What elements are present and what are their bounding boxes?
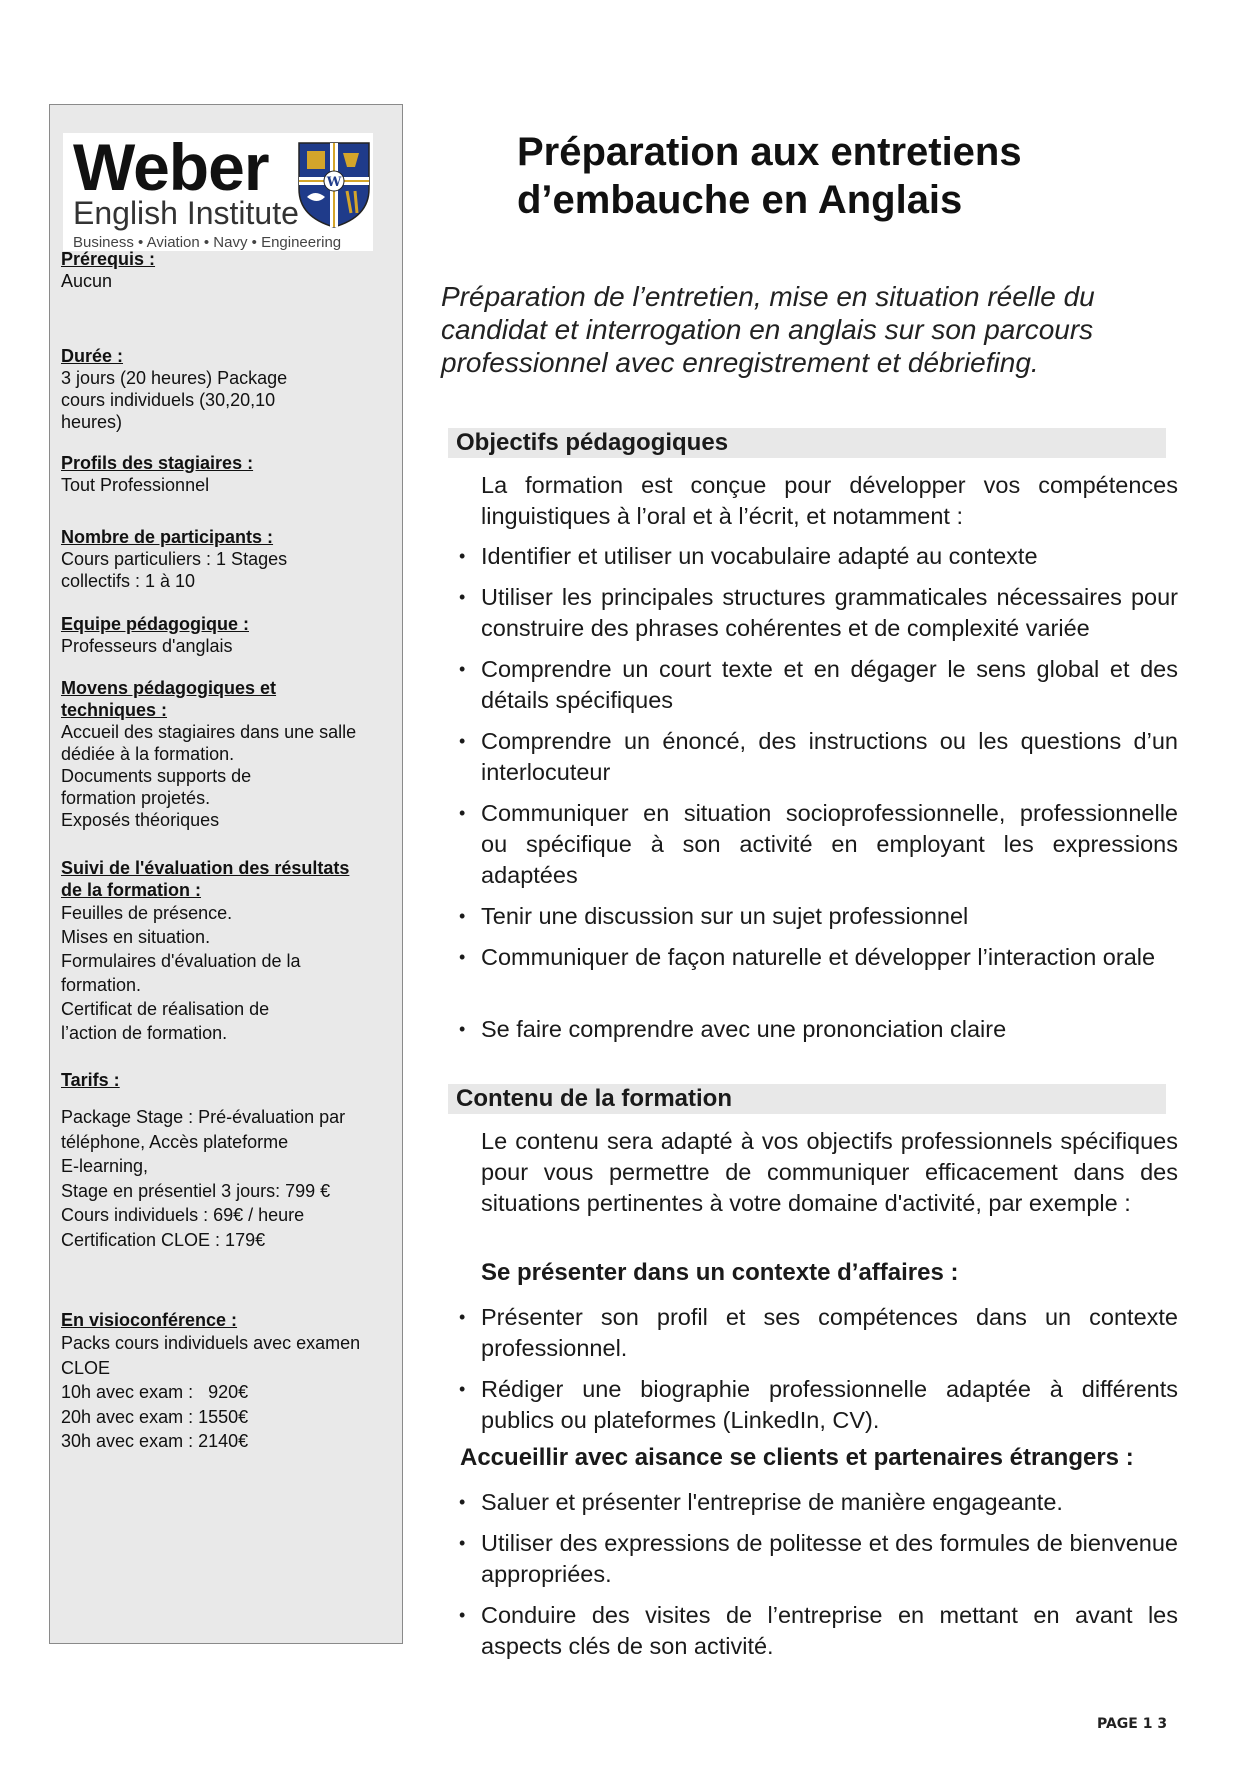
participants-section xyxy=(61,526,381,592)
profils-heading: Profils des stagiaires : xyxy=(61,453,254,473)
tarifs-section xyxy=(61,1069,381,1252)
objectif-bullet: • Communiquer de façon naturelle et développer l’interaction orale xyxy=(481,942,1178,973)
contenu-intro: Le contenu sera adapté à vos objectifs professionnels spécifiques pour vous permettre de communiquer efficacement dans des situations pertinentes à votre domaine d'activité, par exemple : xyxy=(481,1128,1178,1216)
visio-line: Packs cours individuels avec examen xyxy=(61,1333,361,1353)
equipe-value: Professeurs d'anglais xyxy=(61,636,233,656)
logo xyxy=(63,130,373,251)
contenu-subheading: Accueillir avec aisance se clients et partenaires étrangers : xyxy=(460,1444,1134,1471)
tarifs-line: Stage en présentiel 3 jours: 799 € xyxy=(61,1180,331,1201)
participants-line: collectifs : 1 à 10 xyxy=(61,571,196,591)
visio-section xyxy=(61,1309,381,1454)
contenu-bullet: • Présenter son profil et ses compétences dans un contexte professionnel. xyxy=(481,1302,1178,1364)
visio-heading: En visioconférence : xyxy=(61,1310,238,1330)
logo-brand: Weber xyxy=(73,130,269,204)
participants-heading: Nombre de participants : xyxy=(61,527,274,547)
moyens-line: Accueil des stagiaires dans une salle xyxy=(61,722,357,742)
title-line: d’embauche en Anglais xyxy=(517,178,963,222)
profils-section xyxy=(61,452,381,496)
objectif-bullet: • Comprendre un énoncé, des instructions ou les questions d’un interlocuteur xyxy=(481,726,1178,788)
page-subtitle xyxy=(441,280,1161,379)
visio-line: 20h avec exam : 1550€ xyxy=(61,1406,249,1427)
objectif-bullet: • Se faire comprendre avec une prononciation claire xyxy=(481,1014,1178,1045)
logo-subtitle: English Institute xyxy=(73,195,299,231)
page-number: PAGE 1 3 xyxy=(1097,1716,1168,1732)
suivi-line: l’action de formation. xyxy=(61,1023,228,1043)
moyens-heading: Movens pédagogiques et xyxy=(61,678,277,698)
visio-line: 10h avec exam : 920€ xyxy=(61,1382,249,1402)
page-title xyxy=(517,128,1022,224)
contenu-bullet: • Utiliser des expressions de politesse et des formules de bienvenue appropriées. xyxy=(481,1528,1178,1590)
objectif-bullet: • Identifier et utiliser un vocabulaire adapté au contexte xyxy=(481,541,1178,572)
participants-line: Cours particuliers : 1 Stages xyxy=(61,549,288,569)
info-sidebar xyxy=(49,104,403,1644)
moyens-heading: techniques : xyxy=(61,700,168,720)
profils-value: Tout Professionnel xyxy=(61,475,210,495)
subtitle-line: professionnel avec enregistrement et débriefing. xyxy=(441,347,1039,378)
duree-heading: Durée : xyxy=(61,346,124,366)
contenu-bullet: • Rédiger une biographie professionnelle adaptée à différents publics ou plateformes (LinkedIn, CV). xyxy=(481,1374,1178,1436)
objectif-bullet: • Utiliser les principales structures grammaticales nécessaires pour construire des phrases cohérentes et de complexité variée xyxy=(481,582,1178,644)
logo-tagline: Business • Aviation • Navy • Engineering xyxy=(73,234,342,251)
suivi-line: Formulaires d'évaluation de la xyxy=(61,951,301,971)
tarifs-heading: Tarifs : xyxy=(61,1070,120,1090)
equipe-section xyxy=(61,613,381,657)
crest-icon xyxy=(297,141,371,229)
title-line: Préparation aux entretiens xyxy=(517,130,1022,174)
suivi-heading: de la formation : xyxy=(61,880,202,900)
suivi-section xyxy=(61,857,381,1045)
svg-text:W: W xyxy=(326,175,342,190)
contenu-bullet: • Saluer et présenter l'entreprise de manière engageante. xyxy=(481,1487,1178,1518)
visio-line: 30h avec exam : 2140€ xyxy=(61,1431,249,1451)
duree-line: cours individuels (30,20,10 xyxy=(61,390,276,410)
objectif-bullet: • Tenir une discussion sur un sujet professionnel xyxy=(481,901,1178,932)
moyens-line: formation projetés. xyxy=(61,788,211,808)
contenu-subheading: Se présenter dans un contexte d’affaires : xyxy=(481,1259,959,1286)
moyens-line: Exposés théoriques xyxy=(61,810,220,830)
tarifs-line: Cours individuels : 69€ / heure xyxy=(61,1205,305,1225)
suivi-heading: Suivi de l'évaluation des résultats xyxy=(61,858,350,878)
equipe-heading: Equipe pédagogique : xyxy=(61,614,249,634)
tarifs-line: Certification CLOE : 179€ xyxy=(61,1229,266,1250)
prerequis-section xyxy=(61,248,381,292)
suivi-line: Mises en situation. xyxy=(61,927,211,947)
objectifs-intro: La formation est conçue pour développer vos compétences linguistiques à l’oral et à l’écrit, et notamment : xyxy=(481,472,1178,529)
objectif-bullet: • Communiquer en situation socioprofessionnelle, professionnelle ou spécifique à son activité en employant les expressions adaptées xyxy=(481,798,1178,891)
moyens-line: Documents supports de xyxy=(61,766,252,786)
prerequis-value: Aucun xyxy=(61,271,113,291)
tarifs-line: Package Stage : Pré-évaluation par xyxy=(61,1107,346,1127)
suivi-line: formation. xyxy=(61,975,142,995)
suivi-line: Certificat de réalisation de xyxy=(61,999,270,1019)
suivi-line: Feuilles de présence. xyxy=(61,903,233,923)
duree-section xyxy=(61,345,381,433)
contenu-heading: Contenu de la formation xyxy=(448,1084,1166,1114)
duree-line: heures) xyxy=(61,412,123,432)
prerequis-heading: Prérequis : xyxy=(61,249,156,269)
tarifs-line: téléphone, Accès plateforme xyxy=(61,1131,289,1152)
objectifs-heading: Objectifs pédagogiques xyxy=(448,428,1166,458)
visio-line: CLOE xyxy=(61,1357,111,1378)
moyens-section xyxy=(61,677,381,831)
contenu-bullet: • Conduire des visites de l’entreprise en mettant en avant les aspects clés de son activité. xyxy=(481,1600,1178,1662)
objectif-bullet: • Comprendre un court texte et en dégager le sens global et des détails spécifiques xyxy=(481,654,1178,716)
subtitle-line: Préparation de l’entretien, mise en situation réelle du xyxy=(441,281,1095,312)
moyens-line: dédiée à la formation. xyxy=(61,744,235,764)
subtitle-line: candidat et interrogation en anglais sur son parcours xyxy=(441,314,1094,345)
duree-line: 3 jours (20 heures) Package xyxy=(61,368,288,388)
tarifs-line: E-learning, xyxy=(61,1156,149,1176)
